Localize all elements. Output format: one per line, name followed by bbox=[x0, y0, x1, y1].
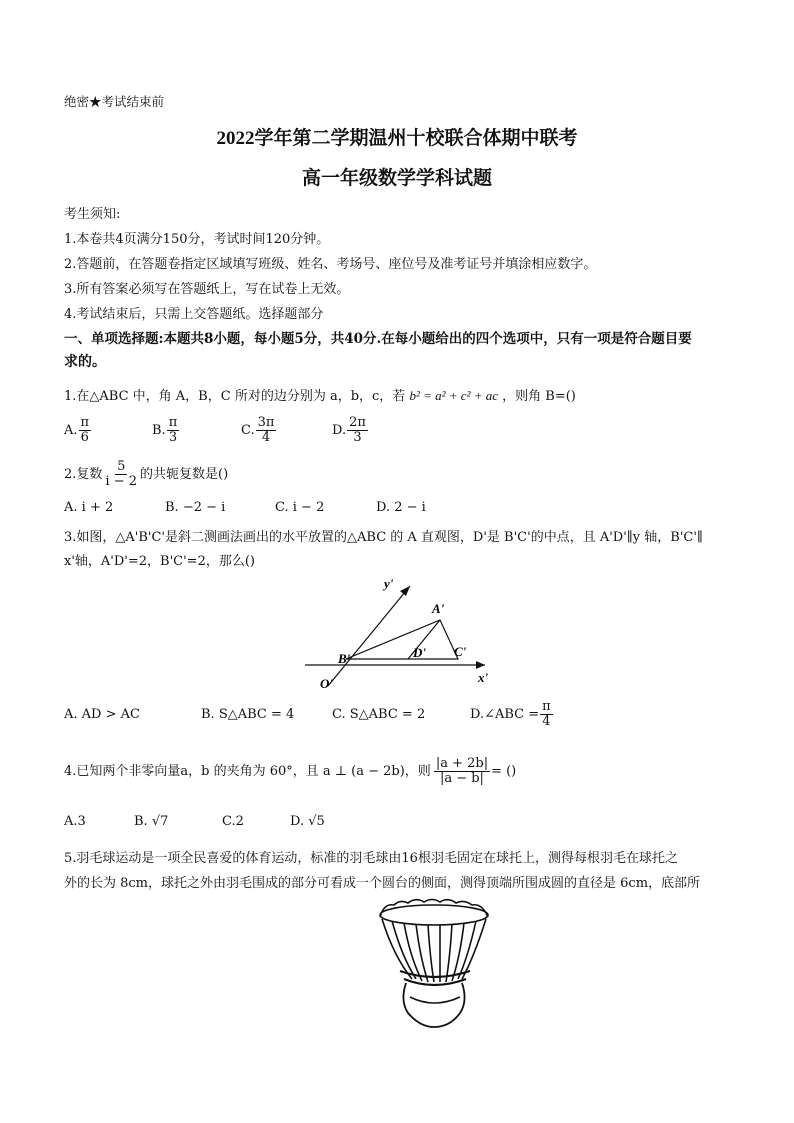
feather-rim bbox=[380, 905, 488, 925]
q1-option-a: A. $\frac{\pi}{6}$ bbox=[64, 415, 90, 445]
q1-option-c: C. $\frac{3\pi}{4}$ bbox=[241, 415, 275, 445]
notice-item: 4.考试结束后，只需上交答题纸。选择题部分 bbox=[64, 307, 324, 322]
exam-title: 2022学年第二学期温州十校联合体期中联考 bbox=[216, 128, 578, 149]
q3-option-c: C. S△ABC = 2 bbox=[332, 707, 426, 722]
section-heading-cont: 求的。 bbox=[64, 354, 106, 370]
label-x: x' bbox=[478, 670, 489, 685]
label-c: C' bbox=[454, 644, 467, 659]
exam-subtitle: 高一年级数学学科试题 bbox=[301, 168, 492, 189]
q1-option-d: D. $\frac{2\pi}{3}$ bbox=[332, 415, 366, 445]
y-axis-line bbox=[328, 586, 410, 686]
notice-item: 1.本卷共4页满分150分，考试时间120分钟。 bbox=[64, 232, 330, 247]
q1-formula: b² = a² + c² + ac bbox=[409, 388, 499, 403]
question-1-stem: 1.在△ABC 中，角 A，B，C 所对的边分别为 a，b，c，若 b² = a² + c² + ac ，则角 B=() bbox=[64, 388, 576, 404]
question-3-stem: 3.如图，△A'B'C'是斜二测画法画出的水平放置的△ABC 的 A 直观图，D'是 B'C'的中点，且 A'D'∥y 轴，B'C'∥ bbox=[64, 530, 703, 545]
confidential-label: 绝密★考试结束前 bbox=[64, 94, 165, 109]
shuttlecock-illustration bbox=[370, 897, 500, 1037]
question-4-stem: 4.已知两个非零向量a，b 的夹角为 60°，且 a ⊥ (a − 2b)，则 $\frac{|a + 2b|}{|a - b|}$ = () bbox=[64, 756, 517, 786]
label-a: A' bbox=[432, 601, 445, 616]
section-heading: 一、单项选择题:本题共8小题，每小题5分，共40分.在每小题给出的四个选项中，只有一项是符合题目要 bbox=[64, 331, 692, 347]
q2-option-d: D. 2 − i bbox=[376, 500, 426, 515]
notice-item: 2.答题前，在答题卷指定区域填写班级、姓名、考场号、座位号及准考证号并填涂相应数字。 bbox=[64, 257, 597, 272]
label-o: O' bbox=[320, 676, 333, 691]
q4-option-b: B. √7 bbox=[134, 814, 169, 829]
q2-option-a: A. i + 2 bbox=[64, 500, 114, 515]
question-3-stem-cont: x'轴，A'D'=2，B'C'=2，那么() bbox=[64, 554, 255, 569]
q2-option-b: B. −2 − i bbox=[165, 500, 226, 515]
q4-option-d: D. √5 bbox=[290, 814, 325, 829]
question-2-stem: 2.复数 $\frac{5}{i - 2}$ 的共轭复数是() bbox=[64, 459, 229, 489]
triangle-abc bbox=[346, 620, 458, 659]
question-5-stem-cont: 外的长为 8cm，球托之外由羽毛围成的部分可看成一个圆台的侧面，测得顶端所围成圆的直径是 6cm，底部所 bbox=[64, 876, 701, 891]
question-5-stem: 5.羽毛球运动是一项全民喜爱的体育运动，标准的羽毛球由16根羽毛固定在球托上，测得每根羽毛在球托之 bbox=[64, 851, 678, 866]
q3-option-a: A. AD > AC bbox=[64, 707, 140, 722]
cork-base bbox=[403, 983, 464, 1027]
label-d: D' bbox=[413, 645, 426, 660]
q1-option-b: B. $\frac{\pi}{3}$ bbox=[152, 415, 178, 445]
notice-heading: 考生须知: bbox=[64, 207, 121, 222]
notice-item: 3.所有答案必须写在答题纸上，写在试卷上无效。 bbox=[64, 282, 350, 297]
label-y: y' bbox=[384, 576, 394, 591]
q2-option-c: C. i − 2 bbox=[275, 500, 325, 515]
x-axis-arrow bbox=[476, 661, 485, 669]
q4-option-a: A.3 bbox=[64, 814, 86, 829]
q3-option-b: B. S△ABC = 4 bbox=[201, 707, 295, 722]
q4-option-c: C.2 bbox=[222, 814, 244, 829]
oblique-projection-figure bbox=[300, 568, 500, 693]
q3-option-d: D.∠ABC = $\frac{\pi}{4}$ bbox=[470, 699, 551, 729]
y-axis-arrow bbox=[400, 586, 410, 596]
label-b: B' bbox=[338, 651, 351, 666]
